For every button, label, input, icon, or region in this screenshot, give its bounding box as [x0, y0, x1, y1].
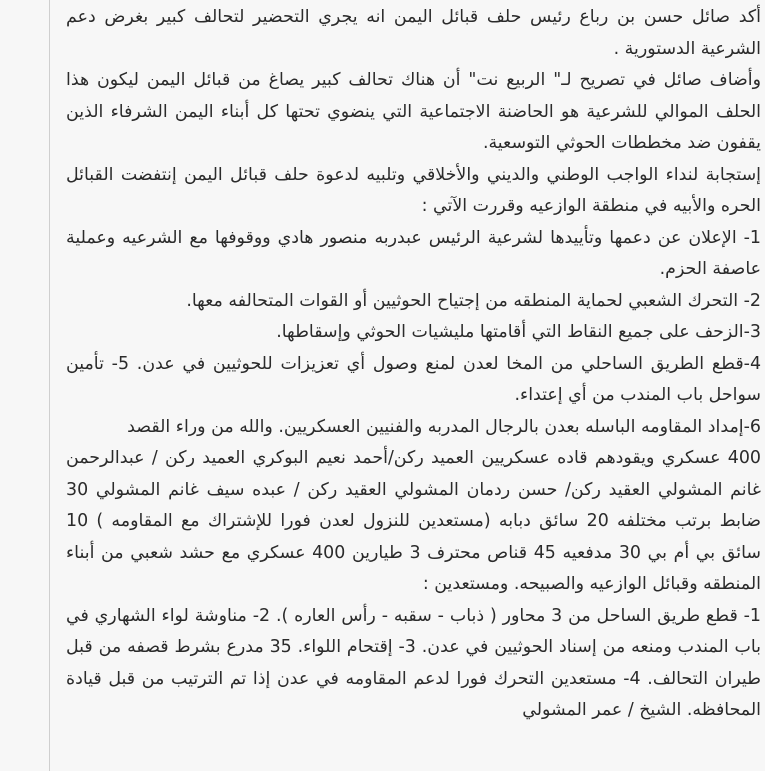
paragraph-intro: أكد صائل حسن بن رباع رئيس حلف قبائل اليمن انه يجري التحضير لتحالف كبير بغرض دعم الشرعية الدستورية . [66, 7, 761, 59]
paragraph-response: إستجابة لنداء الواجب الوطني والديني والأخلاقي وتلبيه لدعوة حلف قبائل اليمن إنتفضت القبائل الحره والأبيه في منطقة الوازعيه وقررت الآتي : [66, 164, 761, 216]
article-body [66, 2, 761, 727]
paragraph-statement: وأضاف صائل في تصريح لـ" الربيع نت" أن هناك تحالف كبير يصاغ من قبائل اليمن ليكون هذا الحلف الموالي للشرعية هو الحاضنة الاجتماعية التي ينضوي تحتها كل أبناء اليمن الشرفاء الذين يقفون ضد مخططات الحوثي التوسعية. [66, 70, 761, 153]
paragraph-item-4: 4-قطع الطريق الساحلي من المخا لعدن لمنع وصول أي تعزيزات للحوثيين في عدن. 5- تأمين سواحل باب المندب من أي إعتداء. [66, 353, 762, 405]
left-divider [49, 0, 50, 771]
paragraph-item-6: 6-إمداد المقاومه الباسله بعدن بالرجال المدربه والفنيين العسكريين. والله من وراء القصد [127, 416, 761, 437]
paragraph-plan: 1- قطع طريق الساحل من 3 محاور ( ذباب - سقبه - رأس العاره ). 2- مناوشة لواء الشهاري في باب المندب ومنعه من إسناد الحوثيين في عدن. 3- إقتحام اللواء. 35 مدرع بشرط قصفه من قبل طيران التحالف. 4- مستعدين التحرك فورا لدعم المقاومه في عدن إذا تم الترتيب من قبل قيادة المحافظه. الشيخ / عمر المشولي [66, 605, 761, 720]
paragraph-item-2: 2- التحرك الشعبي لحماية المنطقه من إجتياح الحوثيين أو القوات المتحالفه معها. [186, 290, 761, 311]
paragraph-item-1: 1- الإعلان عن دعمها وتأييدها لشرعية الرئيس عبدربه منصور هادي ووقوفها مع الشرعيه وعملية عاصفة الحزم. [66, 227, 761, 279]
paragraph-item-3: 3-الزحف على جميع النقاط التي أقامتها مليشيات الحوثي وإسقاطها. [276, 322, 761, 342]
paragraph-forces: 400 عسكري ويقودهم قاده عسكريين العميد ركن/أحمد نعيم البوكري العميد ركن / عبدالرحمن غانم المشولي العقيد ركن/ حسن ردمان المشولي العقيد ركن / عبده سيف غانم المشولي 30 ضابط برتب مختلفه 20 سائق دبابه (مستعدين للنزول لعدن فورا للإشتراك مع المقاومه ) 10 سائق بي أم بي 30 مدفعيه 45 قناص محترف 3 طيارين 400 عسكري مع حشد شعبي من أبناء المنطقه وقبائل الوازعيه والصبيحه. ومستعدين : [66, 448, 761, 594]
